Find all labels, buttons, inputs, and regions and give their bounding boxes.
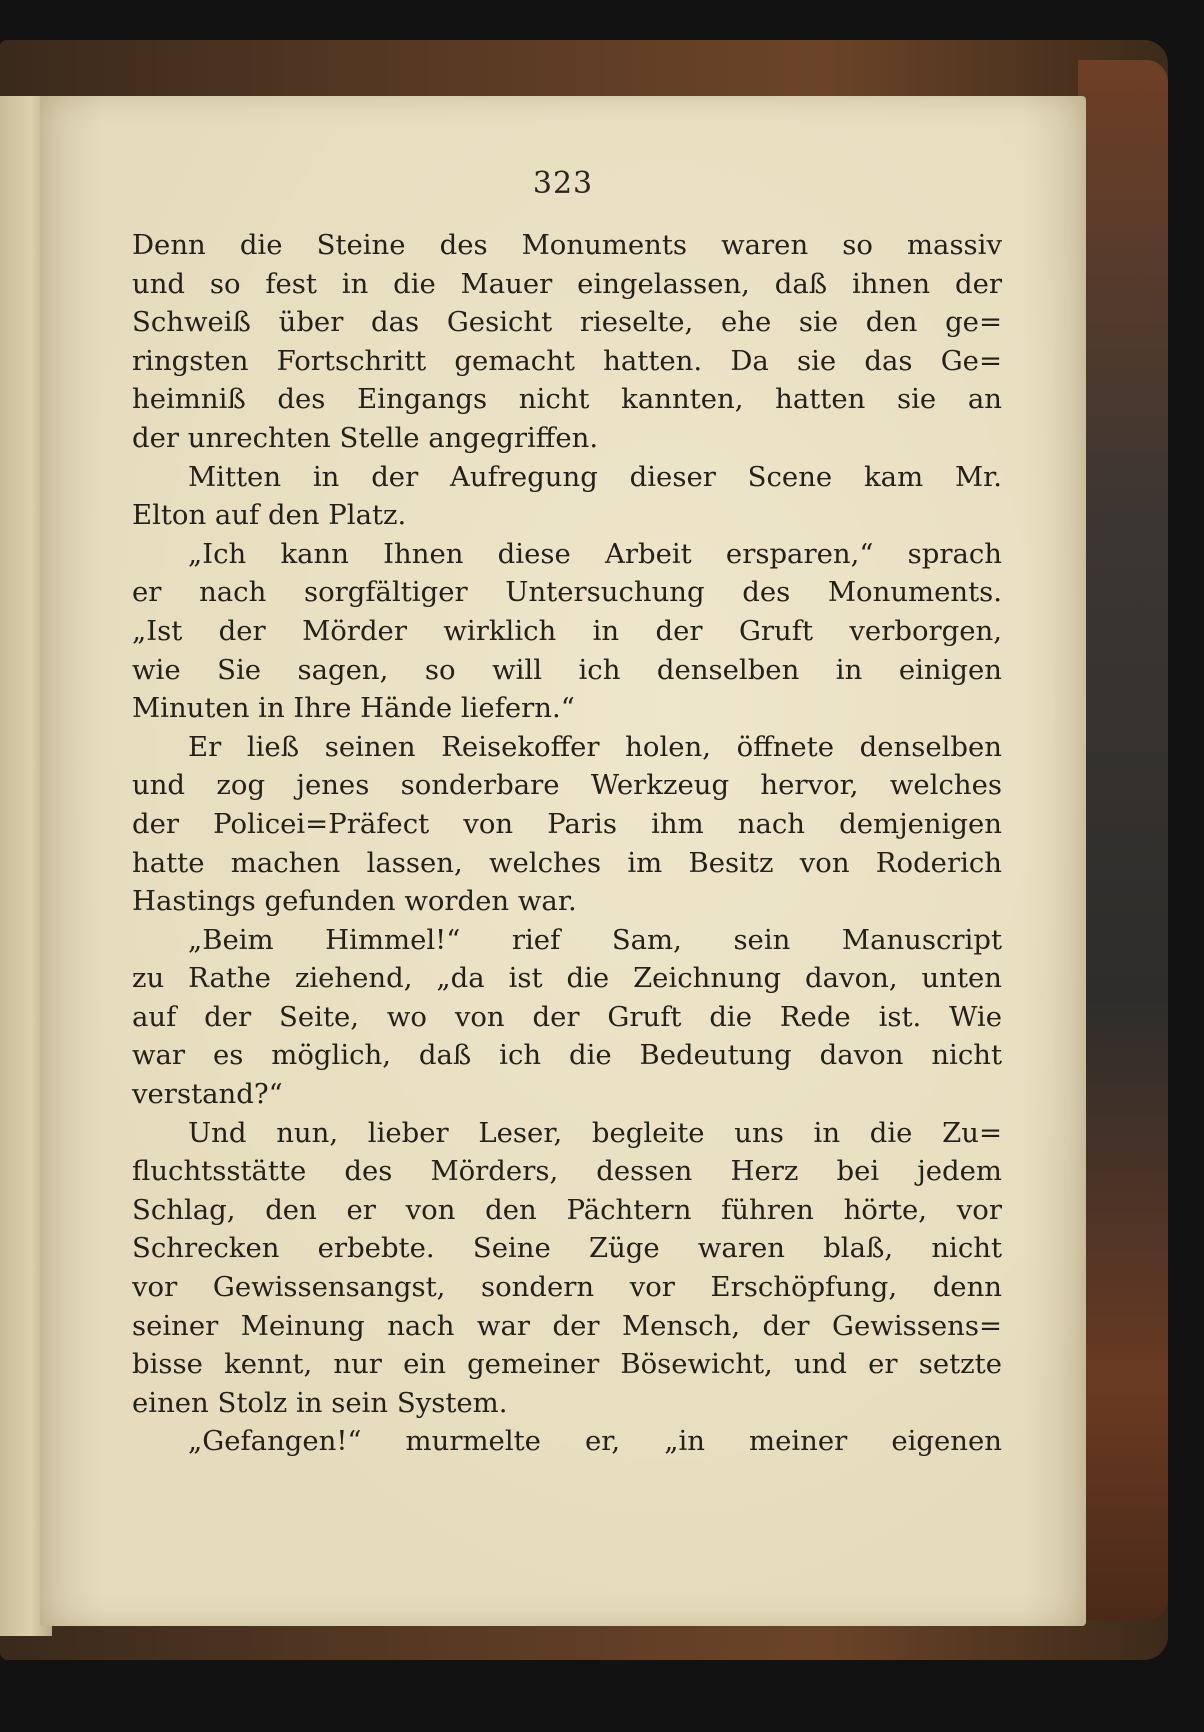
text-line: verstand?“ xyxy=(132,1078,283,1111)
text-line: bisse kennt, nur ein gemeiner Bösewicht, und er setzte xyxy=(132,1348,1002,1381)
text-line: Elton auf den Platz. xyxy=(132,499,407,532)
text-line: er nach sorgfältiger Untersuchung des Monuments. xyxy=(132,576,1002,609)
text-line: seiner Meinung nach war der Mensch, der Gewissens= xyxy=(132,1309,1002,1342)
text-line: „Gefangen!“ murmelte er, „in meiner eigenen xyxy=(188,1425,1002,1458)
page-text-body xyxy=(132,226,1002,1461)
text-line: Denn die Steine des Monuments waren so massiv xyxy=(132,229,1002,261)
text-line: wie Sie sagen, so will ich denselben in einigen xyxy=(132,653,1002,686)
text-line: Mitten in der Aufregung dieser Scene kam Mr. xyxy=(188,460,1002,493)
text-line: Hastings gefunden worden war. xyxy=(132,885,577,918)
text-line: vor Gewissensangst, sondern vor Erschöpfung, denn xyxy=(132,1271,1002,1304)
text-line: Schweiß über das Gesicht rieselte, ehe sie den ge= xyxy=(132,306,1002,339)
text-line: auf der Seite, wo von der Gruft die Rede ist. Wie xyxy=(132,1000,1002,1033)
book-spine-edge xyxy=(1078,60,1168,1620)
book-page xyxy=(40,96,1086,1626)
text-line: „Beim Himmel!“ rief Sam, sein Manuscript xyxy=(188,923,1002,956)
text-line: war es möglich, daß ich die Bedeutung davon nicht xyxy=(132,1039,1002,1072)
text-line: der unrechten Stelle angegriffen. xyxy=(132,421,599,454)
text-line: und so fest in die Mauer eingelassen, daß ihnen der xyxy=(132,267,1002,300)
text-line: der Policei=Präfect von Paris ihm nach demjenigen xyxy=(132,807,1002,840)
text-line: und zog jenes sonderbare Werkzeug hervor, welches xyxy=(132,769,1002,802)
text-line: ringsten Fortschritt gemacht hatten. Da sie das Ge= xyxy=(132,344,1002,377)
text-line: Schlag, den er von den Pächtern führen hörte, vor xyxy=(132,1193,1002,1226)
text-line: „Ist der Mörder wirklich in der Gruft verborgen, xyxy=(132,614,1002,647)
text-line: Und nun, lieber Leser, begleite uns in die Zu= xyxy=(188,1116,1002,1149)
page-number: 323 xyxy=(532,166,594,201)
text-line: fluchtsstätte des Mörders, dessen Herz bei jedem xyxy=(132,1155,1002,1188)
text-line: „Ich kann Ihnen diese Arbeit ersparen,“ sprach xyxy=(188,537,1002,570)
text-line: Er ließ seinen Reisekoffer holen, öffnete denselben xyxy=(188,730,1002,763)
text-line: heimniß des Eingangs nicht kannten, hatten sie an xyxy=(132,383,1002,416)
text-line: hatte machen lassen, welches im Besitz von Roderich xyxy=(132,846,1002,879)
text-line: zu Rathe ziehend, „da ist die Zeichnung davon, unten xyxy=(132,962,1002,995)
text-line: Schrecken erbebte. Seine Züge waren blaß, nicht xyxy=(132,1232,1002,1265)
text-line: Minuten in Ihre Hände liefern.“ xyxy=(132,692,575,725)
text-line: einen Stolz in sein System. xyxy=(132,1386,508,1419)
